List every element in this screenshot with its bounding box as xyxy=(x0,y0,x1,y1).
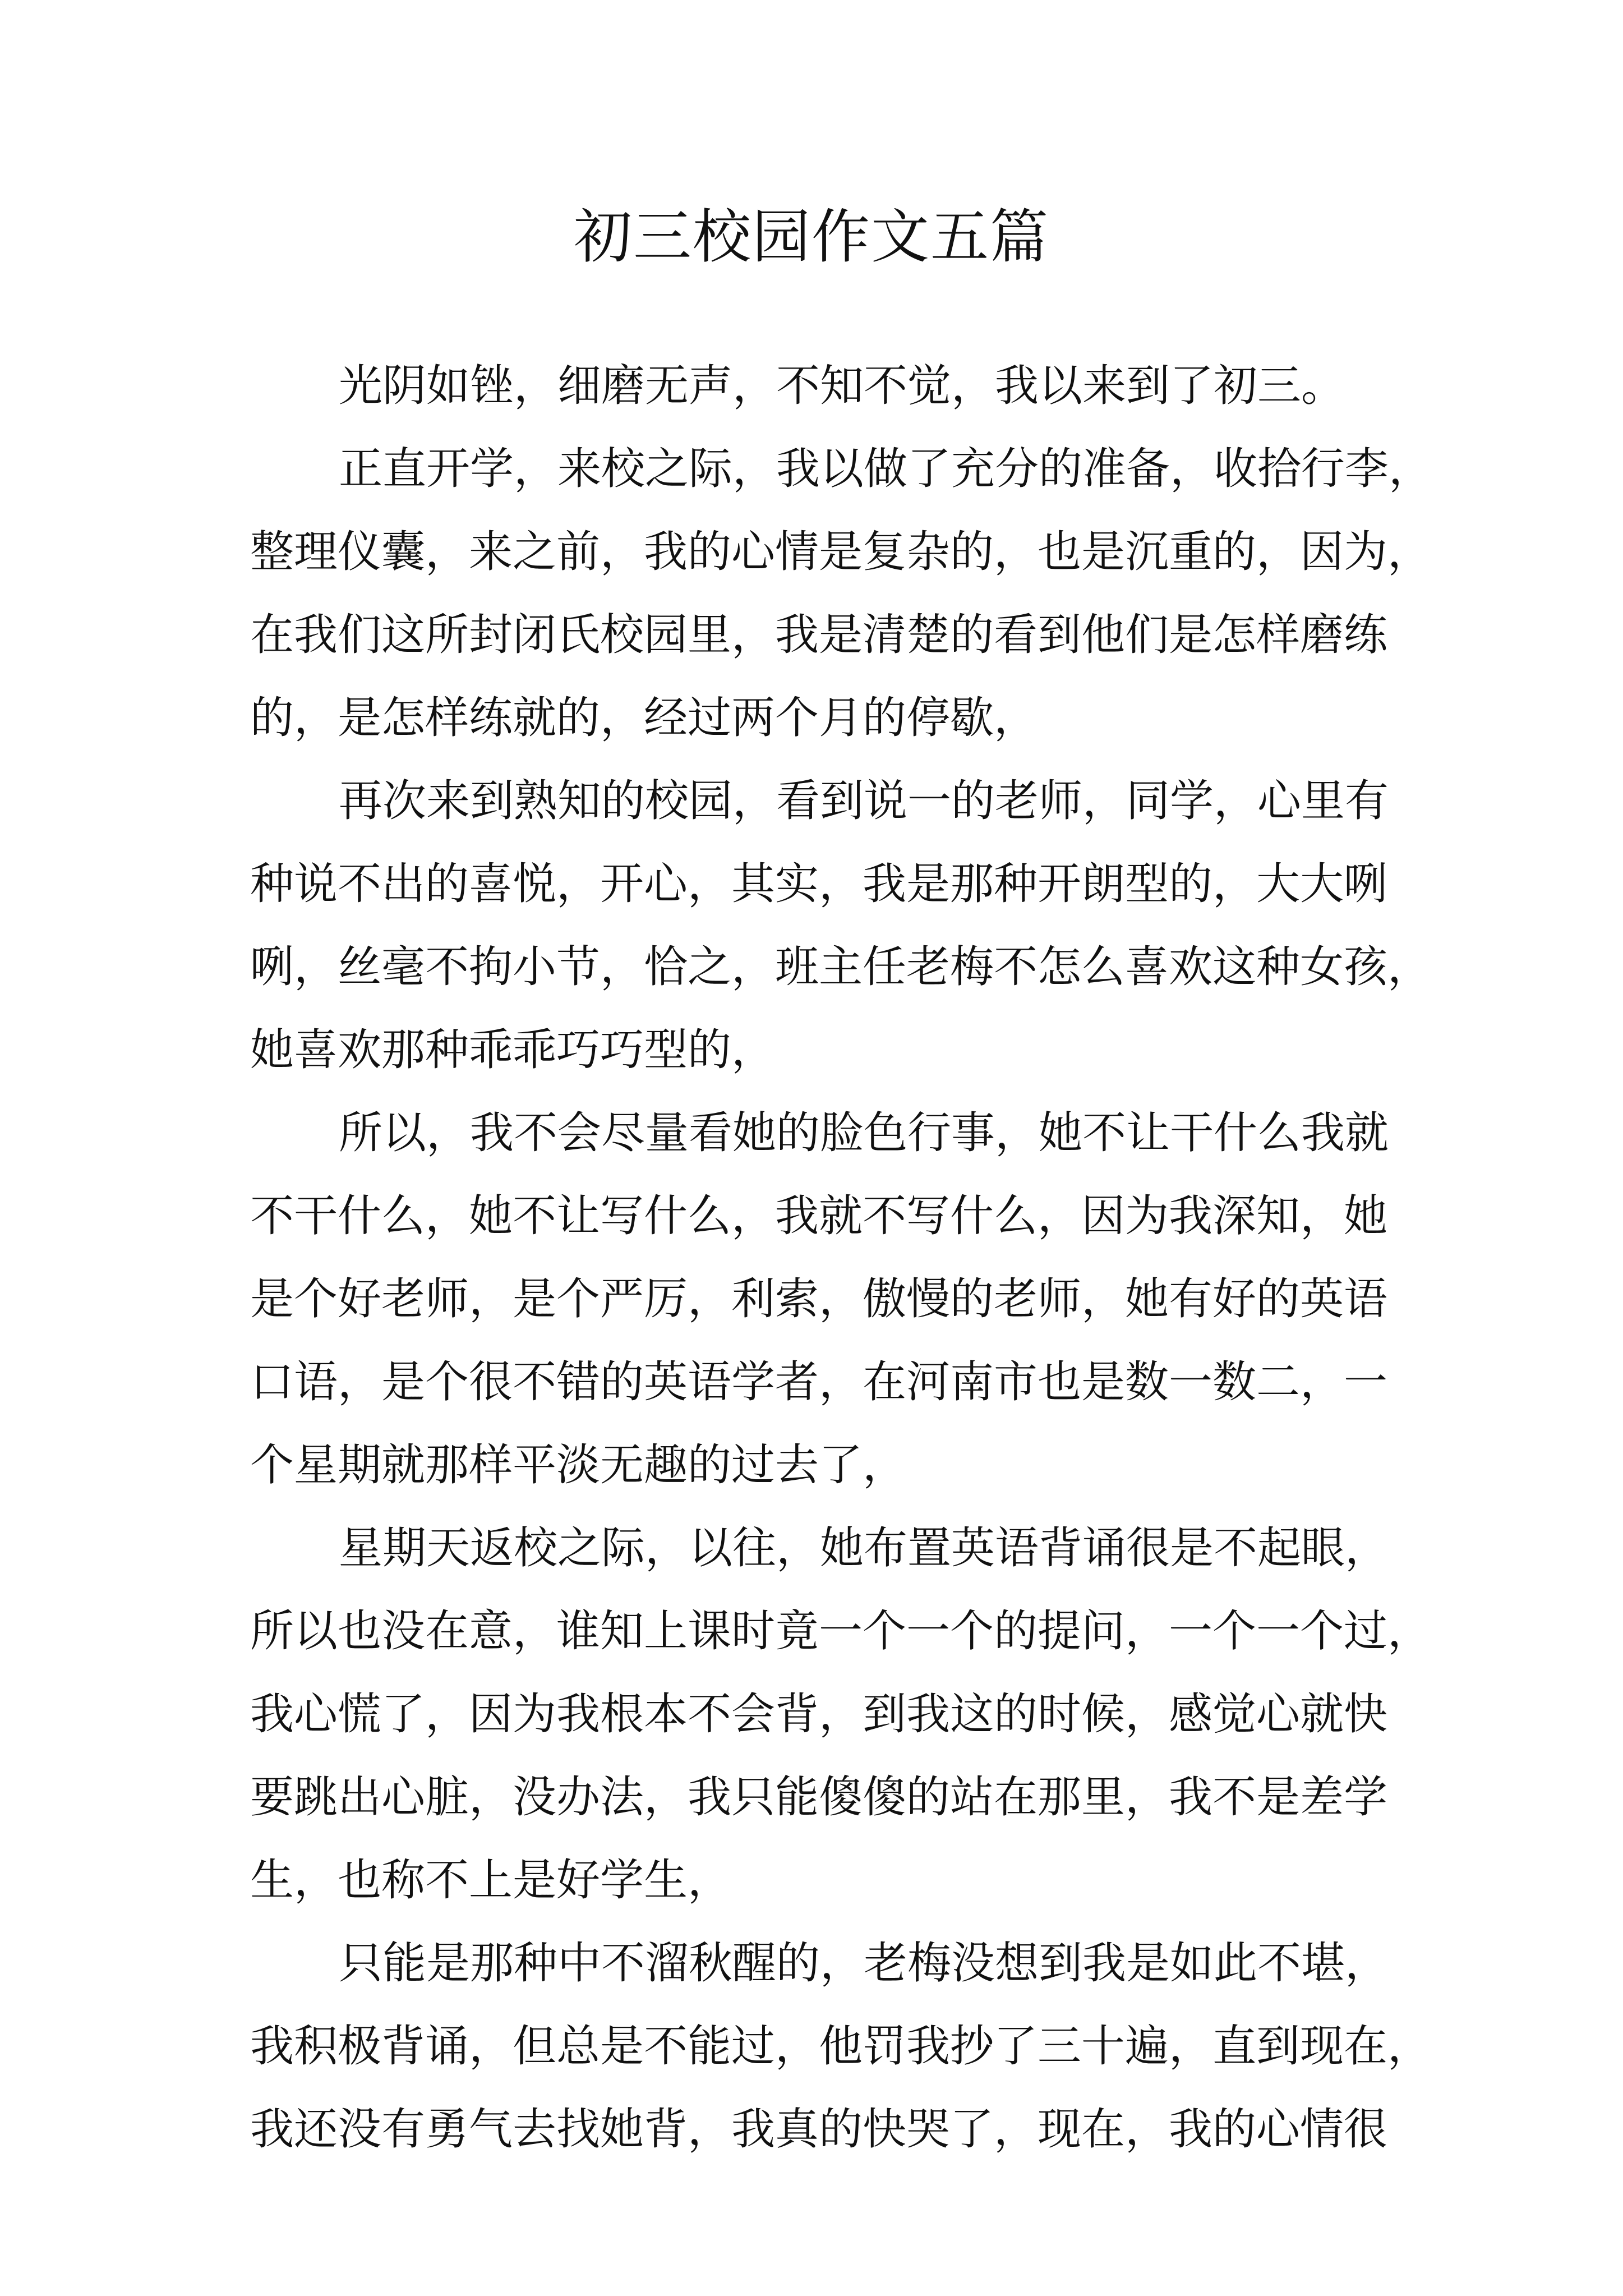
document-title: 初三校园作文五篇 xyxy=(573,203,1049,271)
text-line: 要跳出心脏，没办法，我只能傻傻的站在那里，我不是差学 xyxy=(250,1772,1388,1823)
text-line: 个星期就那样平淡无趣的过去了， xyxy=(250,1440,907,1490)
text-line: 我还没有勇气去找她背，我真的快哭了，现在，我的心情很 xyxy=(250,2104,1388,2155)
text-line: 的，是怎样练就的，经过两个月的停歇， xyxy=(250,693,1038,743)
text-line: 整理仪囊，来之前，我的心情是复杂的，也是沉重的，因为， xyxy=(250,527,1432,577)
text-line: 所以也没在意，谁知上课时竟一个一个的提问，一个一个过， xyxy=(250,1606,1432,1657)
text-line: 生，也称不上是好学生， xyxy=(250,1855,732,1906)
text-line: 种说不出的喜悦，开心，其实，我是那种开朗型的，大大咧 xyxy=(250,859,1388,909)
text-line: 她喜欢那种乖乖巧巧型的， xyxy=(250,1025,776,1075)
document-body xyxy=(250,344,1433,2171)
text-line: 星期天返校之际，以往，她布置英语背诵很是不起眼， xyxy=(339,1523,1389,1573)
text-line: 是个好老师，是个严厉，利索，傲慢的老师，她有好的英语 xyxy=(250,1274,1388,1324)
text-line: 我心慌了，因为我根本不会背，到我这的时候，感觉心就快 xyxy=(250,1689,1388,1740)
text-line: 口语，是个很不错的英语学者，在河南市也是数一数二，一 xyxy=(250,1357,1388,1407)
text-line: 正直开学，来校之际，我以做了充分的准备，收拾行李， xyxy=(339,444,1433,494)
text-line: 咧，丝毫不拘小节，恰之，班主任老梅不怎么喜欢这种女孩， xyxy=(250,942,1432,992)
text-line: 只能是那种中不溜秋醒的，老梅没想到我是如此不堪， xyxy=(339,1938,1389,1989)
text-line: 所以，我不会尽量看她的脸色行事，她不让干什么我就 xyxy=(339,1108,1389,1158)
text-line: 在我们这所封闭氏校园里，我是清楚的看到他们是怎样磨练 xyxy=(250,610,1388,660)
text-line: 光阴如锉，细磨无声，不知不觉，我以来到了初三。 xyxy=(339,361,1345,411)
text-line: 再次来到熟知的校园，看到说一的老师，同学，心里有 xyxy=(339,776,1389,826)
text-line: 我积极背诵，但总是不能过，他罚我抄了三十遍，直到现在， xyxy=(250,2021,1432,2072)
text-line: 不干什么，她不让写什么，我就不写什么，因为我深知，她 xyxy=(250,1191,1388,1241)
